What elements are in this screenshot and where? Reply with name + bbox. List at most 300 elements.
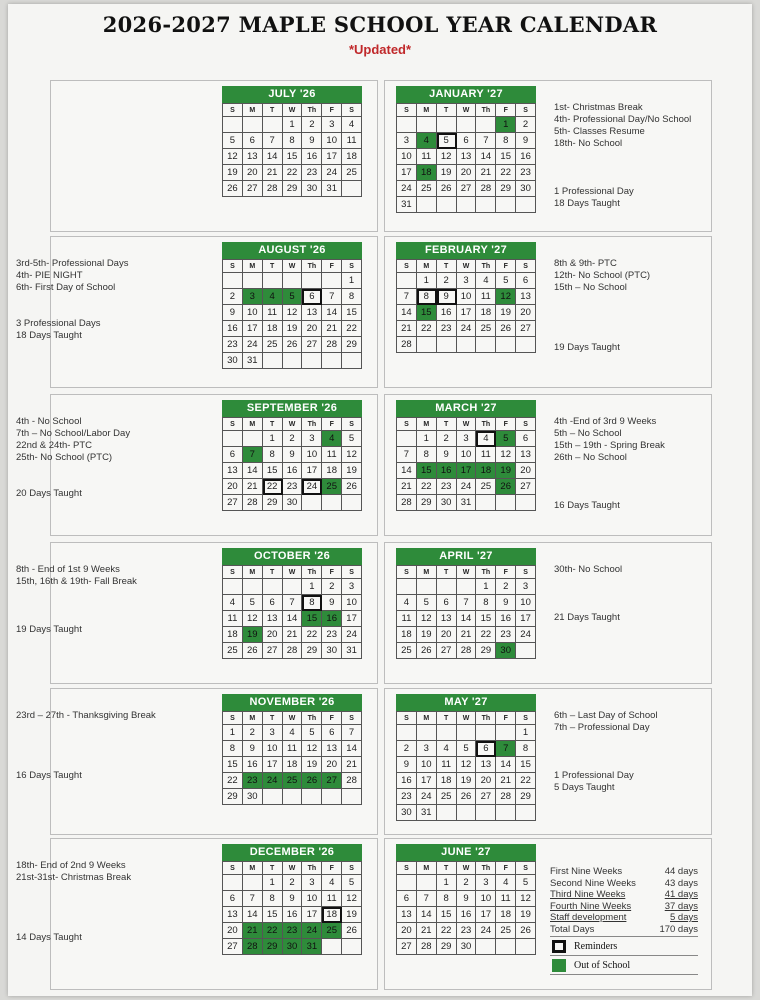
day-cell: 4 xyxy=(342,117,362,133)
day-cell: 16 xyxy=(397,773,417,789)
month-calendar-may-27 xyxy=(396,694,536,821)
day-cell: 19 xyxy=(243,627,263,643)
day-cell: 29 xyxy=(417,495,437,511)
weekday-header: W xyxy=(283,418,303,431)
out-of-school-swatch xyxy=(552,959,566,972)
day-cell: 27 xyxy=(516,479,536,495)
day-cell: 27 xyxy=(516,321,536,337)
day-cell: 2 xyxy=(283,875,303,891)
day-cell: 13 xyxy=(322,741,342,757)
day-cell: 6 xyxy=(302,289,322,305)
day-cell: 13 xyxy=(243,149,263,165)
day-cell: 18 xyxy=(437,773,457,789)
day-cell: 21 xyxy=(476,165,496,181)
day-cell: 24 xyxy=(417,789,437,805)
weekday-header: T xyxy=(263,862,283,875)
day-cell: 20 xyxy=(263,627,283,643)
day-cell: 6 xyxy=(516,273,536,289)
day-cell: 25 xyxy=(223,643,243,659)
empty-day-cell xyxy=(457,197,477,213)
note-line: 21st-31st- Christmas Break xyxy=(16,872,132,883)
day-cell: 19 xyxy=(223,165,243,181)
note-line xyxy=(554,162,691,174)
empty-day-cell xyxy=(397,273,417,289)
month-calendar-january-27 xyxy=(396,86,536,213)
weekday-header: Th xyxy=(476,260,496,273)
day-cell: 24 xyxy=(243,337,263,353)
weekday-header: S xyxy=(342,418,362,431)
day-cell: 23 xyxy=(223,337,243,353)
day-cell: 17 xyxy=(476,907,496,923)
weekday-header: Th xyxy=(302,862,322,875)
empty-day-cell xyxy=(302,789,322,805)
day-cell: 11 xyxy=(476,447,496,463)
weekday-header: T xyxy=(437,862,457,875)
day-cell: 3 xyxy=(263,725,283,741)
empty-day-cell xyxy=(437,197,457,213)
empty-day-cell xyxy=(283,353,303,369)
day-cell: 18 xyxy=(476,463,496,479)
month-notes-january-27 xyxy=(554,102,691,210)
day-cell: 20 xyxy=(322,757,342,773)
month-calendar-september-26 xyxy=(222,400,362,511)
summary-label: Staff development xyxy=(550,912,627,923)
day-cell: 8 xyxy=(263,891,283,907)
day-cell: 22 xyxy=(516,773,536,789)
summary-table xyxy=(550,866,698,935)
empty-day-cell xyxy=(516,939,536,955)
weekday-header: Th xyxy=(476,712,496,725)
day-cell: 31 xyxy=(342,643,362,659)
note-line xyxy=(16,722,156,734)
summary-label: Fourth Nine Weeks xyxy=(550,900,632,912)
day-cell: 11 xyxy=(496,891,516,907)
day-cell: 14 xyxy=(322,305,342,321)
day-cell: 25 xyxy=(437,789,457,805)
day-cell: 11 xyxy=(283,741,303,757)
day-cell: 5 xyxy=(342,431,362,447)
weekday-header: W xyxy=(457,862,477,875)
day-cell: 23 xyxy=(496,627,516,643)
day-cell: 30 xyxy=(223,353,243,369)
day-cell: 12 xyxy=(417,611,437,627)
day-cell: 1 xyxy=(417,273,437,289)
day-cell: 30 xyxy=(496,643,516,659)
weekday-header: F xyxy=(322,566,342,579)
month-header: JULY '26 xyxy=(222,86,362,103)
weekday-header: F xyxy=(496,712,516,725)
day-cell: 14 xyxy=(397,463,417,479)
day-cell: 12 xyxy=(342,447,362,463)
weekday-header: W xyxy=(283,260,303,273)
day-cell: 10 xyxy=(302,447,322,463)
day-cell: 7 xyxy=(283,595,303,611)
note-line: 18th- No School xyxy=(554,138,623,149)
day-cell: 29 xyxy=(263,495,283,511)
day-cell: 9 xyxy=(322,595,342,611)
day-grid xyxy=(222,259,362,369)
weekday-header: T xyxy=(437,260,457,273)
day-cell: 7 xyxy=(243,447,263,463)
weekday-header: M xyxy=(243,260,263,273)
month-notes-december-26 xyxy=(16,860,131,944)
weekday-header: F xyxy=(322,104,342,117)
weekday-header: F xyxy=(496,862,516,875)
day-cell: 3 xyxy=(302,431,322,447)
day-cell: 5 xyxy=(223,133,243,149)
day-cell: 9 xyxy=(283,447,303,463)
month-header: DECEMBER '26 xyxy=(222,844,362,861)
day-cell: 6 xyxy=(476,741,496,757)
day-cell: 26 xyxy=(243,643,263,659)
weekday-header: W xyxy=(283,862,303,875)
day-cell: 21 xyxy=(283,627,303,643)
weekday-header: Th xyxy=(476,104,496,117)
day-grid xyxy=(222,861,362,955)
weekday-header: W xyxy=(283,712,303,725)
day-cell: 3 xyxy=(417,741,437,757)
day-cell: 2 xyxy=(437,273,457,289)
weekday-header: F xyxy=(322,260,342,273)
day-cell: 21 xyxy=(457,627,477,643)
day-cell: 11 xyxy=(263,305,283,321)
day-cell: 13 xyxy=(302,305,322,321)
day-cell: 24 xyxy=(342,627,362,643)
day-cell: 23 xyxy=(283,923,303,939)
day-cell: 20 xyxy=(516,305,536,321)
day-grid xyxy=(396,861,536,955)
day-cell: 17 xyxy=(302,463,322,479)
weekday-header: M xyxy=(417,712,437,725)
note-line: 30th- No School xyxy=(554,564,623,575)
note-line: 7th – No School/Labor Day xyxy=(16,428,131,439)
weekday-header: T xyxy=(263,712,283,725)
day-cell: 23 xyxy=(437,321,457,337)
summary-label: First Nine Weeks xyxy=(550,866,623,877)
day-cell: 15 xyxy=(263,463,283,479)
summary-value: 5 days xyxy=(670,912,698,923)
day-cell: 12 xyxy=(516,891,536,907)
day-cell: 29 xyxy=(516,789,536,805)
empty-day-cell xyxy=(283,579,303,595)
day-cell: 31 xyxy=(302,939,322,955)
legend-reminders: Reminders xyxy=(574,940,618,952)
empty-day-cell xyxy=(496,939,516,955)
weekday-header: M xyxy=(417,260,437,273)
empty-day-cell xyxy=(516,197,536,213)
day-grid xyxy=(396,103,536,213)
day-cell: 27 xyxy=(457,181,477,197)
day-cell: 5 xyxy=(496,431,516,447)
day-cell: 15 xyxy=(223,757,243,773)
empty-day-cell xyxy=(476,495,496,511)
day-cell: 3 xyxy=(243,289,263,305)
empty-day-cell xyxy=(342,181,362,197)
empty-day-cell xyxy=(263,273,283,289)
day-cell: 28 xyxy=(476,181,496,197)
empty-day-cell xyxy=(417,337,437,353)
empty-day-cell xyxy=(283,273,303,289)
weekday-header: M xyxy=(243,862,263,875)
note-line xyxy=(16,746,156,758)
day-cell: 12 xyxy=(457,757,477,773)
empty-day-cell xyxy=(342,789,362,805)
day-cell: 15 xyxy=(437,907,457,923)
day-cell: 6 xyxy=(223,891,243,907)
note-line xyxy=(554,174,691,186)
day-cell: 20 xyxy=(302,321,322,337)
day-cell: 31 xyxy=(322,181,342,197)
day-cell: 4 xyxy=(263,289,283,305)
weekday-header: M xyxy=(417,566,437,579)
empty-day-cell xyxy=(516,495,536,511)
weekday-header: T xyxy=(263,418,283,431)
empty-day-cell xyxy=(243,875,263,891)
day-cell: 30 xyxy=(516,181,536,197)
month-header: MAY '27 xyxy=(396,694,536,711)
day-cell: 23 xyxy=(437,479,457,495)
day-cell: 14 xyxy=(283,611,303,627)
month-header: NOVEMBER '26 xyxy=(222,694,362,711)
day-cell: 12 xyxy=(302,741,322,757)
day-cell: 17 xyxy=(457,463,477,479)
day-cell: 22 xyxy=(223,773,243,789)
empty-day-cell xyxy=(302,353,322,369)
day-cell: 3 xyxy=(302,875,322,891)
day-cell: 17 xyxy=(302,907,322,923)
day-cell: 13 xyxy=(516,447,536,463)
note-line xyxy=(554,318,650,330)
day-cell: 26 xyxy=(457,789,477,805)
day-cell: 9 xyxy=(223,305,243,321)
note-line xyxy=(16,734,156,746)
day-cell: 18 xyxy=(342,149,362,165)
day-cell: 21 xyxy=(397,321,417,337)
note-line: 8th - End of 1st 9 Weeks xyxy=(16,564,120,575)
day-cell: 15 xyxy=(476,611,496,627)
note-line: 5th – No School xyxy=(554,428,622,439)
note-line xyxy=(554,600,622,612)
day-cell: 24 xyxy=(263,773,283,789)
day-cell: 7 xyxy=(397,447,417,463)
note-line: 1 Professional Day xyxy=(554,770,634,781)
day-cell: 25 xyxy=(342,165,362,181)
day-cell: 18 xyxy=(496,907,516,923)
day-cell: 25 xyxy=(417,181,437,197)
note-line xyxy=(16,464,130,476)
empty-day-cell xyxy=(342,353,362,369)
day-cell: 7 xyxy=(476,133,496,149)
day-cell: 20 xyxy=(243,165,263,181)
note-line: 12th- No School (PTC) xyxy=(554,270,651,281)
note-line: 4th- PIE NIGHT xyxy=(16,270,83,281)
note-line: 8th & 9th- PTC xyxy=(554,258,617,269)
day-cell: 9 xyxy=(496,595,516,611)
day-cell: 6 xyxy=(516,431,536,447)
day-cell: 21 xyxy=(322,321,342,337)
note-line xyxy=(16,476,130,488)
day-cell: 9 xyxy=(457,891,477,907)
day-cell: 26 xyxy=(516,923,536,939)
day-cell: 27 xyxy=(322,773,342,789)
day-cell: 29 xyxy=(437,939,457,955)
weekday-header: F xyxy=(496,260,516,273)
legend-out-of-school: Out of School xyxy=(574,959,631,971)
note-line: 14 Days Taught xyxy=(16,932,82,943)
day-cell: 21 xyxy=(496,773,516,789)
weekday-header: S xyxy=(223,862,243,875)
day-cell: 2 xyxy=(302,117,322,133)
day-cell: 6 xyxy=(223,447,243,463)
weekday-header: S xyxy=(342,260,362,273)
day-cell: 1 xyxy=(263,431,283,447)
day-cell: 27 xyxy=(476,789,496,805)
day-cell: 12 xyxy=(243,611,263,627)
note-line: 6th- First Day of School xyxy=(16,282,116,293)
note-line: 19 Days Taught xyxy=(16,624,82,635)
day-cell: 2 xyxy=(516,117,536,133)
note-line: 1 Professional Day xyxy=(554,186,634,197)
day-cell: 8 xyxy=(283,133,303,149)
day-cell: 18 xyxy=(417,165,437,181)
note-line xyxy=(554,746,658,758)
month-calendar-august-26 xyxy=(222,242,362,369)
empty-day-cell xyxy=(457,117,477,133)
empty-day-cell xyxy=(223,875,243,891)
day-cell: 24 xyxy=(457,479,477,495)
day-cell: 9 xyxy=(302,133,322,149)
day-cell: 26 xyxy=(496,479,516,495)
empty-day-cell xyxy=(397,725,417,741)
day-cell: 9 xyxy=(437,289,457,305)
month-header: OCTOBER '26 xyxy=(222,548,362,565)
empty-day-cell xyxy=(437,805,457,821)
day-cell: 28 xyxy=(263,181,283,197)
day-cell: 5 xyxy=(496,273,516,289)
day-cell: 2 xyxy=(322,579,342,595)
day-cell: 28 xyxy=(243,939,263,955)
weekday-header: W xyxy=(457,712,477,725)
day-cell: 10 xyxy=(457,289,477,305)
empty-day-cell xyxy=(516,337,536,353)
empty-day-cell xyxy=(496,805,516,821)
day-cell: 24 xyxy=(457,321,477,337)
day-cell: 5 xyxy=(516,875,536,891)
day-cell: 1 xyxy=(516,725,536,741)
day-cell: 13 xyxy=(263,611,283,627)
day-cell: 4 xyxy=(397,595,417,611)
day-cell: 25 xyxy=(476,479,496,495)
empty-day-cell xyxy=(223,273,243,289)
empty-day-cell xyxy=(417,725,437,741)
day-cell: 26 xyxy=(437,181,457,197)
month-calendar-november-26 xyxy=(222,694,362,805)
day-cell: 5 xyxy=(437,133,457,149)
weekday-header: M xyxy=(417,418,437,431)
day-cell: 8 xyxy=(223,741,243,757)
note-line: 3 Professional Days xyxy=(16,318,101,329)
day-cell: 29 xyxy=(263,939,283,955)
day-cell: 22 xyxy=(496,165,516,181)
day-cell: 31 xyxy=(457,495,477,511)
weekday-header: M xyxy=(417,862,437,875)
day-cell: 21 xyxy=(342,757,362,773)
day-cell: 28 xyxy=(397,337,417,353)
day-cell: 13 xyxy=(457,149,477,165)
day-cell: 24 xyxy=(302,923,322,939)
empty-day-cell xyxy=(223,117,243,133)
weekday-header: W xyxy=(283,104,303,117)
day-cell: 7 xyxy=(342,725,362,741)
weekday-header: S xyxy=(223,566,243,579)
day-cell: 31 xyxy=(243,353,263,369)
day-cell: 20 xyxy=(457,165,477,181)
weekday-header: W xyxy=(457,104,477,117)
day-cell: 20 xyxy=(476,773,496,789)
day-cell: 29 xyxy=(302,643,322,659)
day-cell: 4 xyxy=(476,273,496,289)
day-cell: 19 xyxy=(516,907,536,923)
empty-day-cell xyxy=(243,273,263,289)
weekday-header: S xyxy=(223,418,243,431)
day-cell: 28 xyxy=(283,643,303,659)
day-cell: 16 xyxy=(243,757,263,773)
month-notes-march-27 xyxy=(554,416,665,512)
day-cell: 18 xyxy=(397,627,417,643)
weekday-header: S xyxy=(223,712,243,725)
weekday-header: Th xyxy=(476,862,496,875)
weekday-header: S xyxy=(223,104,243,117)
day-cell: 28 xyxy=(243,495,263,511)
day-cell: 5 xyxy=(283,289,303,305)
day-cell: 5 xyxy=(302,725,322,741)
empty-day-cell xyxy=(457,579,477,595)
day-cell: 11 xyxy=(476,289,496,305)
note-line: 19 Days Taught xyxy=(554,342,620,353)
day-cell: 15 xyxy=(283,149,303,165)
day-cell: 6 xyxy=(437,595,457,611)
day-cell: 30 xyxy=(457,939,477,955)
day-cell: 22 xyxy=(283,165,303,181)
note-line: 23rd – 27th - Thanksgiving Break xyxy=(16,710,156,721)
day-cell: 2 xyxy=(283,431,303,447)
note-line: 16 Days Taught xyxy=(16,770,82,781)
day-cell: 4 xyxy=(283,725,303,741)
note-line: 3rd-5th- Professional Days xyxy=(16,258,129,269)
day-cell: 21 xyxy=(243,479,263,495)
day-cell: 4 xyxy=(322,875,342,891)
weekday-header: S xyxy=(397,418,417,431)
day-cell: 12 xyxy=(496,447,516,463)
weekday-header: S xyxy=(342,862,362,875)
empty-day-cell xyxy=(283,789,303,805)
weekday-header: F xyxy=(322,712,342,725)
day-cell: 8 xyxy=(516,741,536,757)
day-cell: 27 xyxy=(223,495,243,511)
day-cell: 23 xyxy=(397,789,417,805)
note-line xyxy=(16,588,137,600)
weekday-header: T xyxy=(263,566,283,579)
day-cell: 15 xyxy=(417,305,437,321)
day-cell: 18 xyxy=(322,907,342,923)
weekday-header: S xyxy=(342,104,362,117)
day-cell: 30 xyxy=(243,789,263,805)
day-cell: 4 xyxy=(417,133,437,149)
day-cell: 28 xyxy=(322,337,342,353)
day-cell: 8 xyxy=(302,595,322,611)
empty-day-cell xyxy=(476,197,496,213)
day-cell: 2 xyxy=(397,741,417,757)
